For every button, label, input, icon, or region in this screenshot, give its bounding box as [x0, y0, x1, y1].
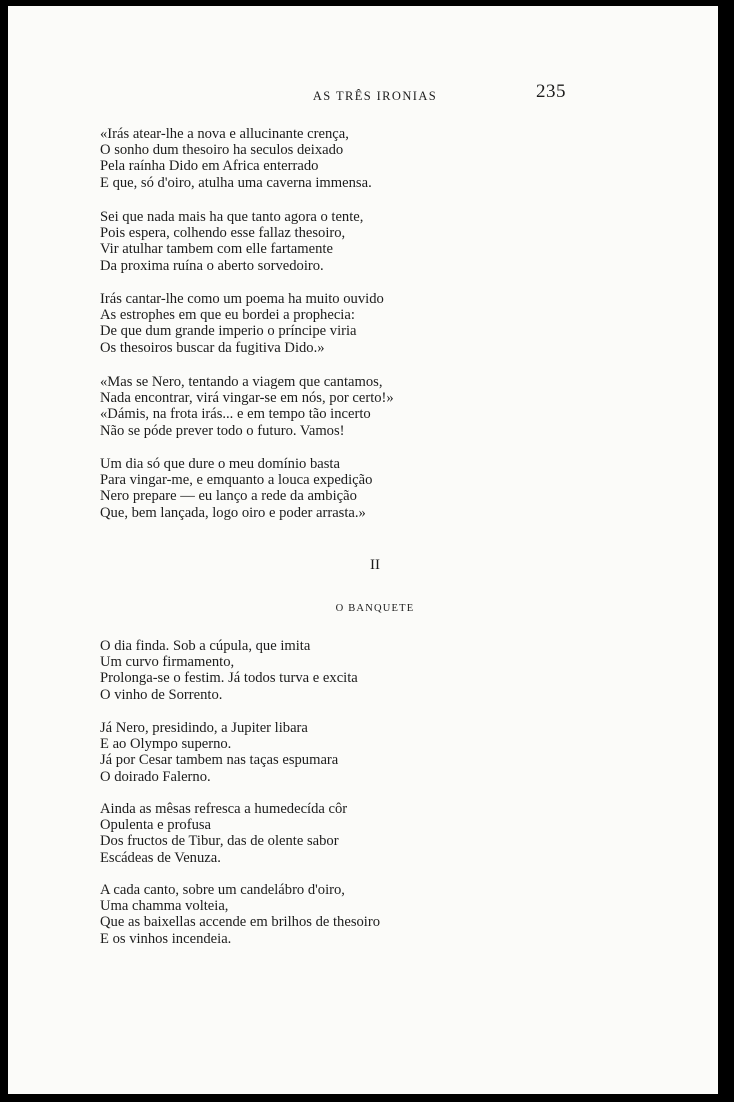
verse-line: E ao Olympo superno.: [100, 736, 232, 753]
verse-line: O dia finda. Sob a cúpula, que imita: [100, 638, 311, 654]
stanza: [100, 638, 358, 703]
verse-line: Pela raínha Dido em Africa enterrado: [100, 158, 319, 175]
verse-line: Não se póde prever todo o futuro. Vamos!: [100, 422, 345, 439]
verse-line: Prolonga-se o festim. Já todos turva e excita: [100, 670, 358, 687]
stanza: [100, 374, 394, 439]
stanza: [100, 456, 372, 521]
verse-line: O sonho dum thesoiro ha seculos deixado: [100, 142, 344, 159]
verse-line: «Irás atear-lhe a nova e allucinante crença,: [100, 126, 349, 142]
book-page: [8, 6, 718, 1094]
verse-line: E os vinhos incendeia.: [100, 930, 232, 947]
verse-line: «Dámis, na frota irás... e em tempo tão incerto: [100, 406, 371, 423]
verse-line: Nada encontrar, virá vingar-se em nós, por certo!»: [100, 390, 394, 407]
verse-line: Vir atulhar tambem com elle fartamente: [100, 241, 333, 258]
verse-line: Já Nero, presidindo, a Jupiter libara: [100, 720, 308, 736]
verse-line: Opulenta e profusa: [100, 817, 212, 834]
verse-line: Para vingar-me, e emquanto a louca expedição: [100, 472, 373, 489]
stanza: [100, 291, 384, 356]
stanza: [100, 882, 380, 947]
verse-line: A cada canto, sobre um candelábro d'oiro,: [100, 882, 345, 898]
page-number: 235: [536, 81, 566, 102]
verse-line: Que, bem lançada, logo oiro e poder arrasta.»: [100, 504, 366, 521]
stanza: [100, 720, 338, 785]
verse-line: Irás cantar-lhe como um poema ha muito ouvido: [100, 291, 384, 307]
verse-line: Ainda as mêsas refresca a humedecída côr: [100, 801, 348, 817]
verse-line: O vinho de Sorrento.: [100, 686, 223, 703]
stanza: [100, 126, 372, 191]
verse-line: O doirado Falerno.: [100, 768, 211, 785]
running-title: AS TRÊS IRONIAS: [312, 89, 438, 103]
verse-line: Uma chamma volteia,: [100, 898, 229, 915]
verse-line: Escádeas de Venuza.: [100, 849, 221, 866]
verse-line: Já por Cesar tambem nas taças espumara: [100, 752, 339, 769]
verse-line: Os thesoiros buscar da fugitiva Dido.»: [100, 339, 325, 356]
section-title: O BANQUETE: [335, 603, 415, 614]
verse-line: Um dia só que dure o meu domínio basta: [100, 456, 340, 472]
verse-line: Pois espera, colhendo esse fallaz thesoiro,: [100, 225, 346, 242]
verse-line: Sei que nada mais ha que tanto agora o tente,: [100, 209, 364, 225]
verse-line: «Mas se Nero, tentando a viagem que cantamos,: [100, 374, 383, 390]
verse-line: Nero prepare — eu lanço a rede da ambição: [100, 488, 357, 505]
verse-line: Que as baixellas accende em brilhos de thesoiro: [100, 914, 381, 931]
verse-line: Dos fructos de Tibur, das de olente sabor: [100, 833, 339, 850]
section-number: II: [370, 557, 380, 573]
stanza: [100, 209, 363, 274]
verse-line: Um curvo firmamento,: [100, 654, 235, 671]
verse-line: E que, só d'oiro, atulha uma caverna immensa.: [100, 174, 372, 191]
verse-line: As estrophes em que eu bordei a prophecia:: [100, 307, 355, 324]
stanza: [100, 801, 347, 866]
verse-line: De que dum grande imperio o príncipe viria: [100, 323, 357, 340]
verse-line: Da proxima ruína o aberto sorvedoiro.: [100, 257, 324, 274]
